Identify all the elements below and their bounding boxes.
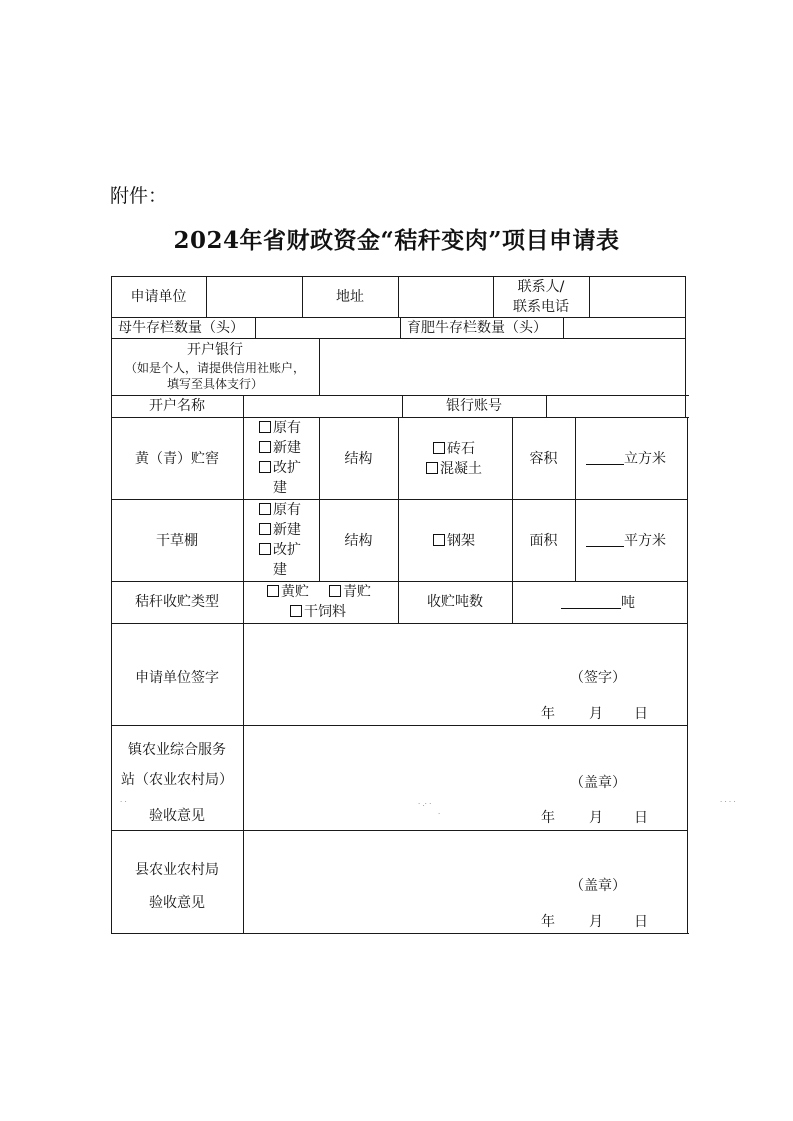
tonnage-unit: 吨 <box>621 595 635 611</box>
tonnage-blank <box>561 594 621 609</box>
checkbox-icon <box>259 461 271 473</box>
county-bureau-label-line1: 县农业农村局 <box>135 862 219 878</box>
contact-label-line1: 联系人/ <box>517 279 565 295</box>
checkbox-icon <box>329 585 341 597</box>
scan-speck: · · · · <box>720 798 736 806</box>
cow-count-field[interactable] <box>256 318 400 338</box>
scan-speck: · · <box>120 798 127 806</box>
cow-count-label: 母牛存栏数量（头） <box>118 320 244 336</box>
checkbox-icon <box>267 585 279 597</box>
shed-new-text: 新建 <box>273 522 301 538</box>
scan-speck: · <box>438 810 441 818</box>
contact-field[interactable] <box>590 277 685 317</box>
bank-note-line1: （如是个人，请提供信用社账户， <box>124 361 305 375</box>
bank-label: 开户银行 <box>187 342 243 358</box>
shed-area-field[interactable] <box>586 531 666 551</box>
attachment-label: 附件： <box>110 185 168 207</box>
town-station-label-line2: 站（农业农村局） <box>121 772 233 788</box>
shed-expand-text: 改扩 <box>273 542 301 558</box>
seal-mark: （盖章） <box>570 775 626 791</box>
account-name-field[interactable] <box>244 396 402 417</box>
checkbox-icon <box>259 543 271 555</box>
tonnage-field[interactable] <box>561 593 635 613</box>
shed-option-expand[interactable] <box>259 540 301 560</box>
table-line <box>575 417 576 582</box>
storage-option-yellow[interactable] <box>267 582 309 602</box>
address-field[interactable] <box>399 277 493 317</box>
shed-area-label: 面积 <box>529 533 558 549</box>
form-title: 2024年省财政资金“秸秆变肉”项目申请表 <box>173 227 620 254</box>
table-line <box>111 499 688 500</box>
month-label: 月 <box>589 810 603 826</box>
silo-expand-text: 改扩 <box>273 460 301 476</box>
table-line <box>111 581 688 582</box>
storage-yellow-text: 黄贮 <box>281 584 309 600</box>
silo-label: 黄（青）贮窖 <box>135 451 219 467</box>
storage-option-green[interactable] <box>329 582 371 602</box>
silo-option-existing[interactable] <box>259 418 301 438</box>
silo-structure-label: 结构 <box>344 451 373 467</box>
town-station-label-line3: 验收意见 <box>149 808 205 824</box>
silo-struct-concrete[interactable] <box>426 459 482 479</box>
checkbox-icon <box>433 442 445 454</box>
year-label: 年 <box>541 914 555 930</box>
fattening-count-label: 育肥牛存栏数量（头） <box>407 320 547 336</box>
address-label: 地址 <box>336 289 364 305</box>
scan-speck: · .· · <box>418 800 432 808</box>
checkbox-icon <box>259 421 271 433</box>
silo-concrete-text: 混凝土 <box>440 461 482 477</box>
bank-field[interactable] <box>320 339 685 394</box>
county-bureau-label-line2: 验收意见 <box>149 895 205 911</box>
shed-steel-text: 钢架 <box>447 533 475 549</box>
silo-struct-brick[interactable] <box>433 439 475 459</box>
account-number-label: 银行账号 <box>446 398 502 414</box>
fattening-count-field[interactable] <box>564 318 685 338</box>
applicant-unit-label: 申请单位 <box>130 289 187 305</box>
silo-volume-field[interactable] <box>586 449 666 469</box>
month-label: 月 <box>589 914 603 930</box>
month-label: 月 <box>589 706 603 722</box>
year-label: 年 <box>541 706 555 722</box>
checkbox-icon <box>433 534 445 546</box>
checkbox-icon <box>259 441 271 453</box>
table-line <box>400 317 401 339</box>
area-blank <box>586 532 624 547</box>
checkbox-icon <box>290 605 302 617</box>
silo-option-new[interactable] <box>259 438 301 458</box>
day-label: 日 <box>634 810 648 826</box>
silo-volume-unit: 立方米 <box>624 451 666 467</box>
silo-existing-text: 原有 <box>273 420 301 436</box>
tonnage-label: 收贮吨数 <box>427 594 483 610</box>
contact-label-line2: 联系电话 <box>513 299 569 315</box>
table-line <box>111 417 689 418</box>
table-line <box>319 417 320 582</box>
shed-struct-steel[interactable] <box>433 531 475 551</box>
applicant-unit-field[interactable] <box>207 277 302 317</box>
shed-expand-text-cont: 建 <box>273 562 287 578</box>
storage-dry-text: 干饲料 <box>304 604 346 620</box>
shed-existing-text: 原有 <box>273 502 301 518</box>
storage-option-dry[interactable] <box>290 602 346 622</box>
table-line <box>512 417 513 623</box>
shed-area-unit: 平方米 <box>624 533 666 549</box>
shed-structure-label: 结构 <box>344 533 373 549</box>
bank-note-line2: 填写至具体支行） <box>166 377 263 391</box>
shed-label: 干草棚 <box>156 533 198 549</box>
sign-mark: （签字） <box>570 670 626 686</box>
silo-expand-text-cont: 建 <box>273 480 287 496</box>
silo-option-expand[interactable] <box>259 458 301 478</box>
silo-brick-text: 砖石 <box>447 441 475 457</box>
account-name-label: 开户名称 <box>149 398 205 414</box>
day-label: 日 <box>634 706 648 722</box>
table-line <box>687 418 688 934</box>
table-line <box>111 933 689 934</box>
year-label: 年 <box>541 810 555 826</box>
silo-new-text: 新建 <box>273 440 301 456</box>
town-station-label-line1: 镇农业综合服务 <box>128 742 226 758</box>
checkbox-icon <box>259 523 271 535</box>
day-label: 日 <box>634 914 648 930</box>
silo-volume-label: 容积 <box>529 451 558 467</box>
shed-option-new[interactable] <box>259 520 301 540</box>
seal-mark: （盖章） <box>570 878 626 894</box>
applicant-sign-label: 申请单位签字 <box>135 670 219 686</box>
shed-option-existing[interactable] <box>259 500 301 520</box>
checkbox-icon <box>426 462 438 474</box>
volume-blank <box>586 450 624 465</box>
storage-type-label: 秸秆收贮类型 <box>135 594 219 610</box>
storage-green-text: 青贮 <box>343 584 371 600</box>
account-number-field[interactable] <box>547 396 687 417</box>
checkbox-icon <box>259 503 271 515</box>
